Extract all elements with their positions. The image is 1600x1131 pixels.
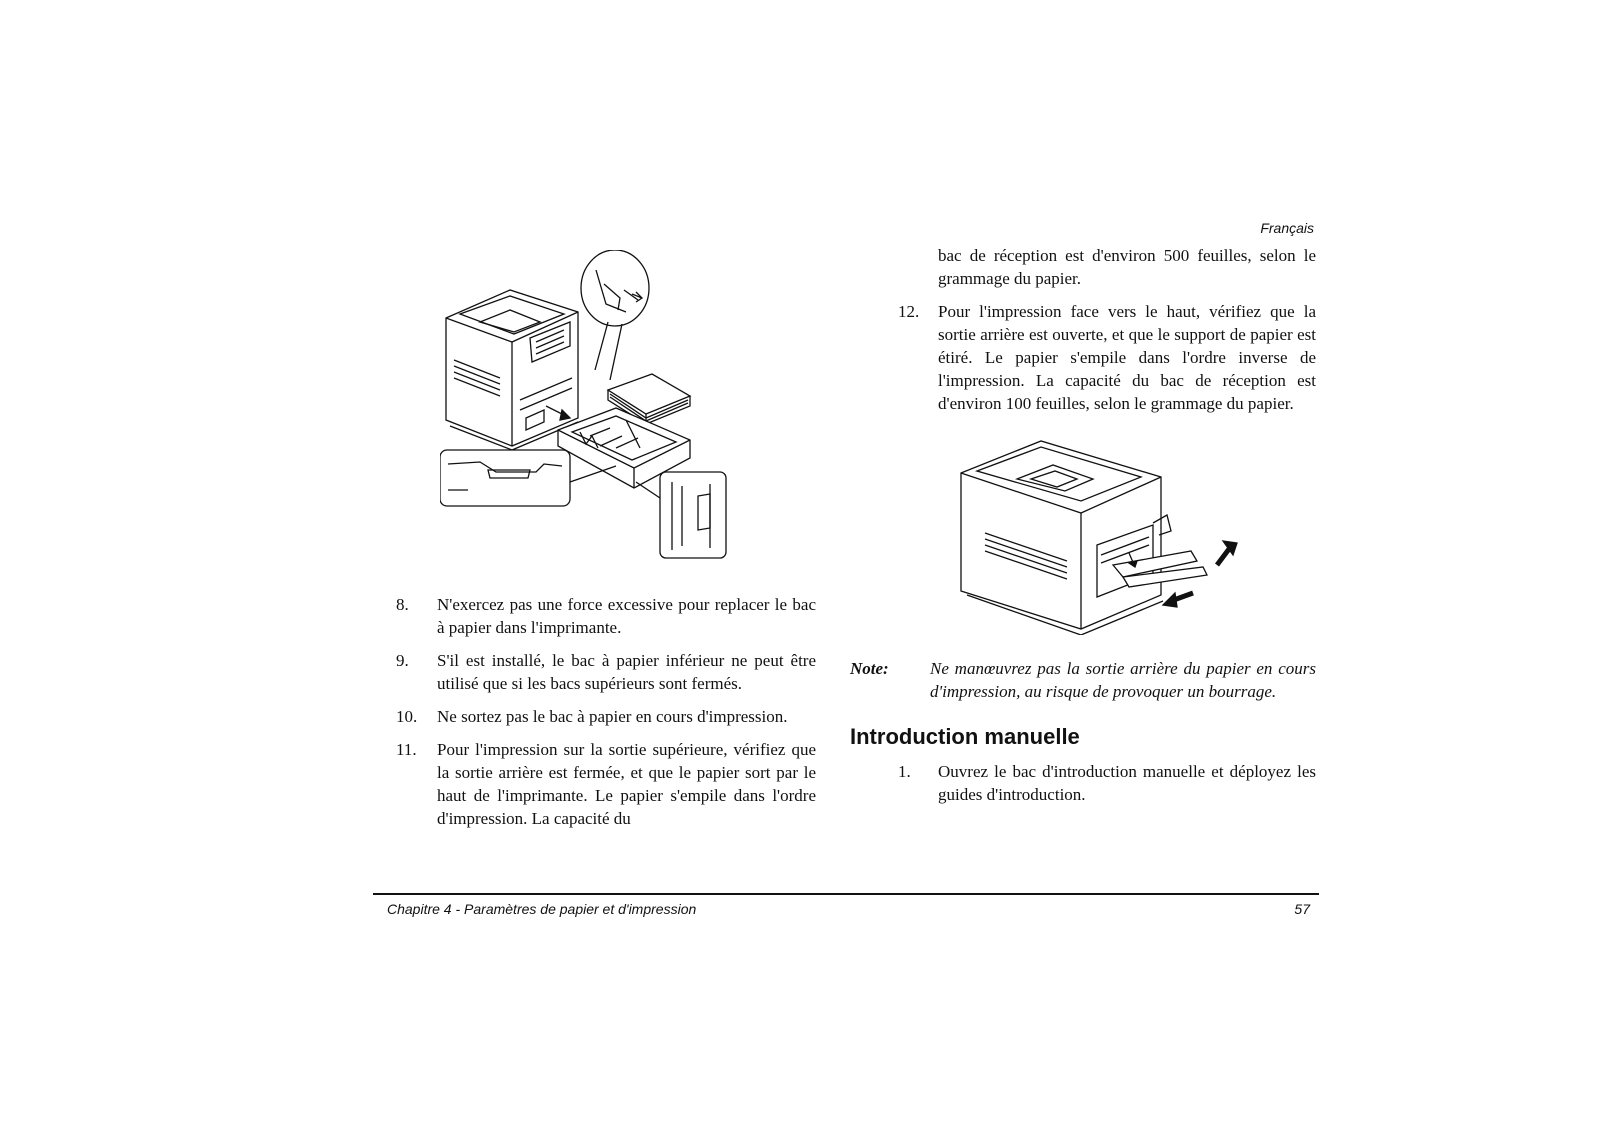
section-title: Introduction manuelle — [850, 724, 1080, 749]
note-text: Ne manœuvrez pas la sortie arrière du papier en cours d'impression, au risque de provoquer un bourrage. — [930, 659, 1316, 701]
printer-rear-exit-illustration — [957, 435, 1247, 635]
list-item — [396, 649, 816, 695]
list-text: Pour l'impression face vers le haut, vérifiez que la sortie arrière est ouverte, et que le support de papier est étiré. Le papier s'empile dans l'ordre inverse de l'impression. La capacité du bac de réception est d'environ 100 feuilles, selon le grammage du papier. — [938, 302, 1316, 413]
list-number: 9. — [396, 651, 409, 670]
list-item — [396, 738, 816, 830]
list-text: N'exercez pas une force excessive pour replacer le bac à papier dans l'imprimante. — [437, 595, 816, 637]
list-item — [872, 300, 1316, 415]
page-number: 57 — [1294, 901, 1310, 917]
language-label: Français — [1260, 220, 1314, 236]
note-label: Note: — [850, 659, 889, 678]
list-text: Pour l'impression sur la sortie supérieure, vérifiez que la sortie arrière est fermée, et que le papier sort par le haut de l'imprimante. Le papier s'empile dans l'ordre d'impression. La capacité du — [437, 740, 816, 828]
right-column — [850, 244, 1316, 816]
list-item — [396, 705, 816, 728]
list-text: Ne sortez pas le bac à papier en cours d'impression. — [437, 707, 788, 726]
list-number: 12. — [898, 302, 920, 321]
list-number: 8. — [396, 595, 409, 614]
list-text: Ouvrez le bac d'introduction manuelle et déployez les guides d'introduction. — [938, 762, 1316, 804]
note-block — [850, 657, 1316, 703]
continued-paragraph: bac de réception est d'environ 500 feuilles, selon le grammage du papier. — [938, 246, 1316, 288]
printer-paper-tray-illustration — [440, 250, 760, 575]
list-text: S'il est installé, le bac à papier inférieur ne peut être utilisé que si les bacs supérieurs sont fermés. — [437, 651, 816, 693]
list-number: 11. — [396, 740, 417, 759]
list-number: 1. — [898, 762, 911, 781]
footer-chapter: Chapitre 4 - Paramètres de papier et d'impression — [387, 901, 697, 917]
list-item — [396, 593, 816, 639]
left-column — [396, 593, 816, 840]
list-item — [872, 760, 1316, 806]
footer-divider — [373, 893, 1319, 895]
list-number: 10. — [396, 707, 418, 726]
